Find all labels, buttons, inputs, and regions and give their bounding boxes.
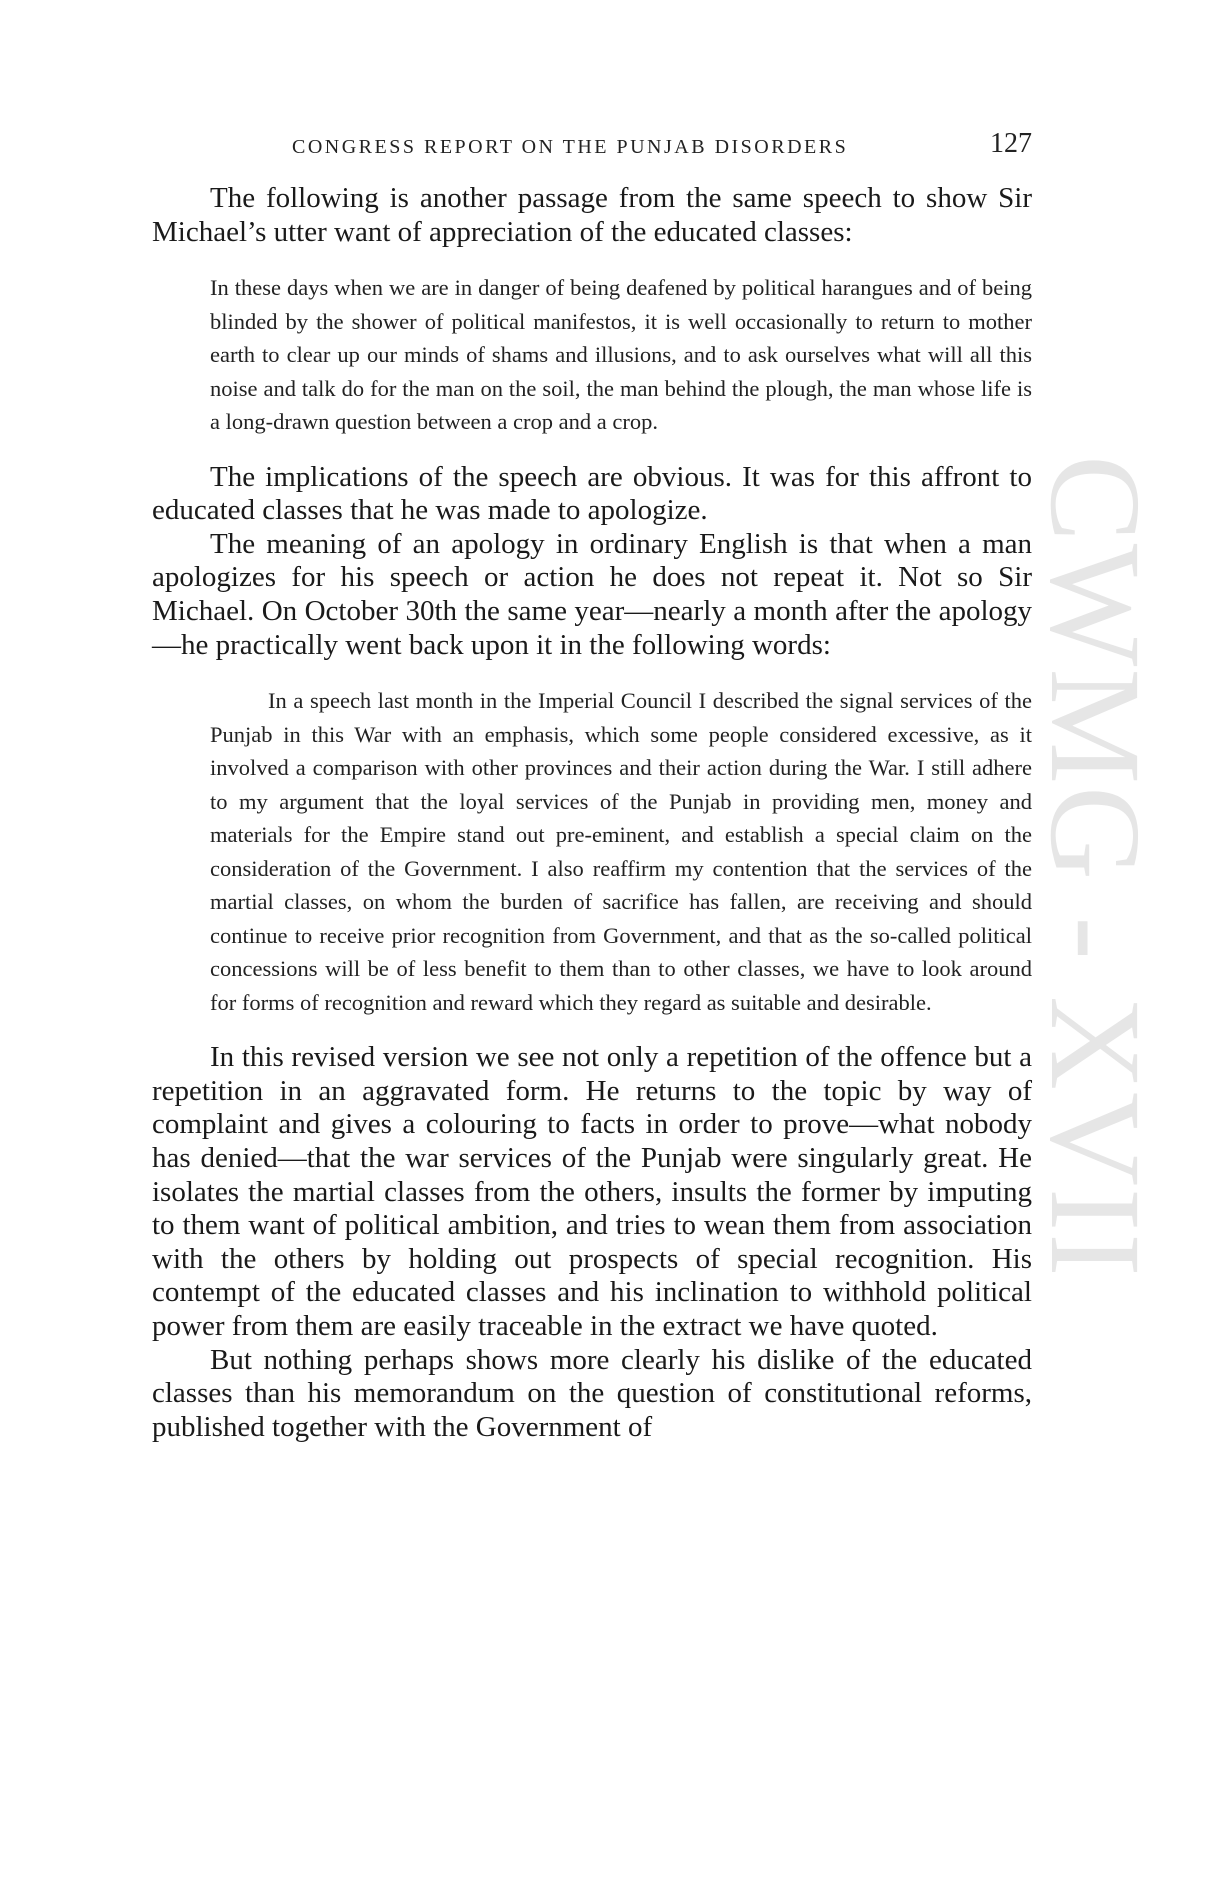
running-head-title: CONGRESS REPORT ON THE PUNJAB DISORDERS (292, 136, 849, 158)
page-number: 127 (990, 128, 1032, 159)
running-head (152, 128, 1032, 168)
paragraph-5: But nothing perhaps shows more clearly his dislike of the educated classes than his memorandum on the question of constitutional reforms, published together with the Government of (152, 1343, 1032, 1443)
watermark (1023, 455, 1180, 1415)
block-quote-1: In these days when we are in danger of being deafened by political harangues and of being blinded by the shower of political manifestos, it is well occasionally to return to mother earth to clear up our minds of shams and illusions, and to ask ourselves what will all this noise and talk do for the man on the soil, the man behind the plough, the man whose life is a long-drawn question between a crop and a crop. (210, 275, 1032, 435)
page-body (152, 182, 1032, 1444)
paragraph-3: The meaning of an apology in ordinary English is that when a man apologizes for his speech or action he does not repeat it. Not so Sir Michael. On October 30th the same year—nearly a month after the apology—he practically went back upon it in the following words: (152, 527, 1032, 661)
paragraph-4: In this revised version we see not only a repetition of the offence but a repetition in an aggravated form. He returns to the topic by way of complaint and gives a colouring to facts in order to prove—what nobody has denied—that the war services of the Punjab were singularly great. He isolates the martial classes from the others, insults the former by imputing to them want of political ambition, and tries to wean them from association with the others by holding out prospects of special recognition. His contempt of the educated classes and his inclination to withhold political power from them are easily traceable in the extract we have quoted. (152, 1041, 1032, 1342)
paragraph-1: The following is another passage from the same speech to show Sir Michael’s utter want of appreciation of the educated classes: (152, 182, 1032, 248)
block-quote-2: In a speech last month in the Imperial Council I described the signal services of the Punjab in this War with an emphasis, which some people considered excessive, as it involved a comparison with other provinces and their action during the War. I still adhere to my argument that the loyal services of the Punjab in providing men, money and materials for the Empire stand out pre-eminent, and establish a special claim on the consideration of the Government. I also reaffirm my contention that the services of the martial classes, on whom the burden of sacrifice has fallen, are receiving and should continue to receive prior recognition from Government, and that as the so-called political concessions will be of less benefit to them than to other classes, we have to look around for forms of recognition and reward which they regard as suitable and desirable. (210, 688, 1032, 1015)
watermark-text: CWMG - XVII (1023, 455, 1167, 1279)
paragraph-2: The implications of the speech are obvious. It was for this affront to educated classes that he was made to apologize. (152, 460, 1032, 527)
